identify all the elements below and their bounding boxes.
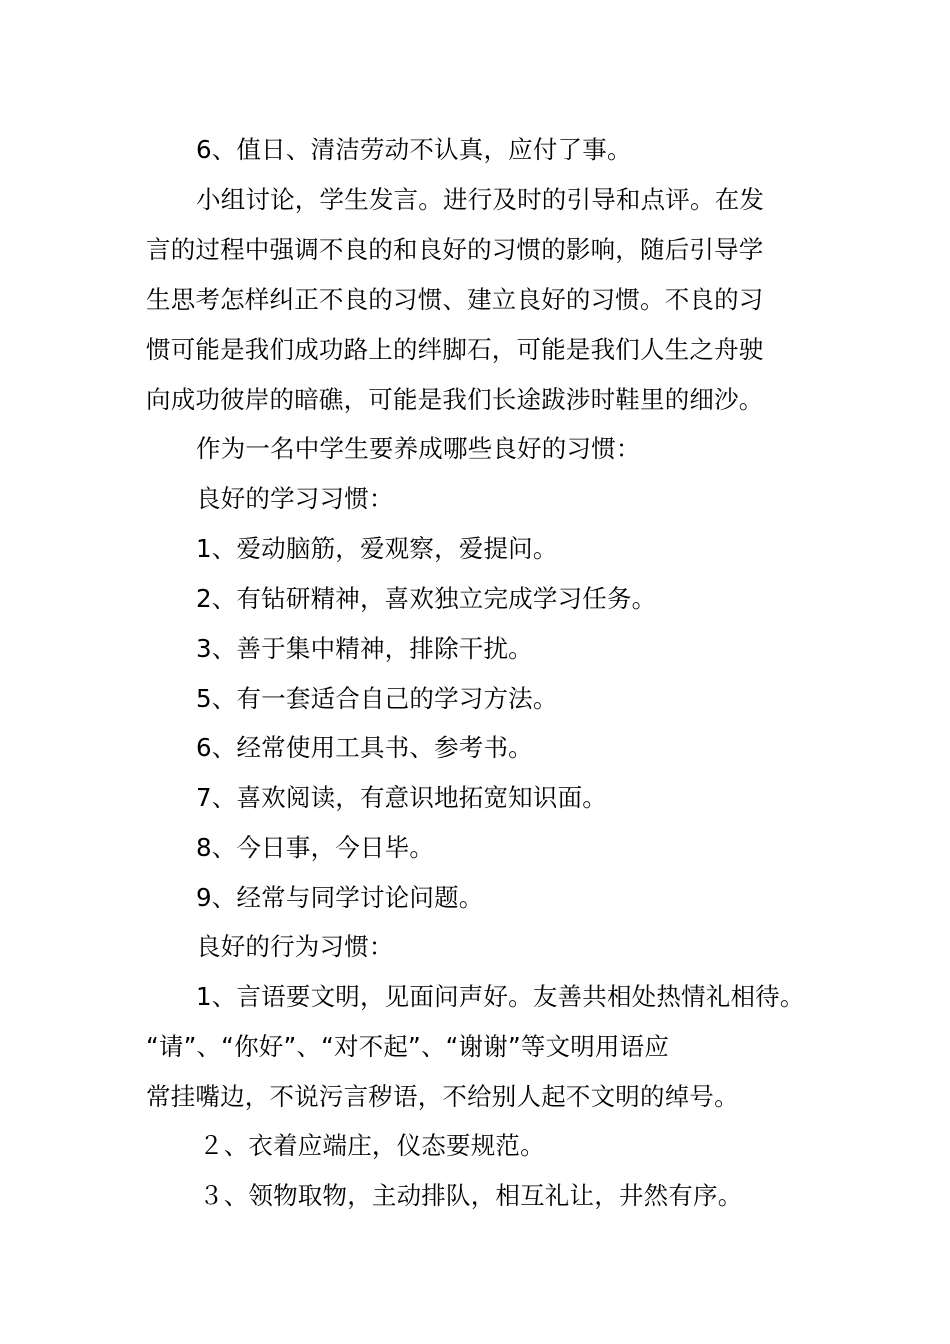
text-line: 言的过程中强调不良的和良好的习惯的影响，随后引导学 xyxy=(146,235,764,264)
text-line: 良好的学习习惯： xyxy=(196,484,394,513)
text-line: 向成功彼岸的暗礁，可能是我们长途跋涉时鞋里的细沙。 xyxy=(146,385,764,414)
list-item: 8、今日事，今日毕。 xyxy=(196,833,435,862)
text-line: 6、值日、清洁劳动不认真，应付了事。 xyxy=(196,135,632,164)
text-line: “请”、“你好”、“对不起”、“谢谢”等文明用语应 xyxy=(146,1032,670,1061)
list-item: 9、经常与同学讨论问题。 xyxy=(196,883,484,912)
text-line: 常挂嘴边，不说污言秽语，不给别人起不文明的绰号。 xyxy=(146,1082,739,1111)
list-item: 7、喜欢阅读，有意识地拓宽知识面。 xyxy=(196,783,607,812)
list-item: 5、有一套适合自己的学习方法。 xyxy=(196,684,558,713)
list-item: ２、衣着应端庄，仪态要规范。 xyxy=(199,1131,545,1160)
text-line: 惯可能是我们成功路上的绊脚石，可能是我们人生之舟驶 xyxy=(146,335,764,364)
list-item: 1、爱动脑筋，爱观察，爱提问。 xyxy=(196,534,558,563)
list-item: 2、有钻研精神，喜欢独立完成学习任务。 xyxy=(196,584,657,613)
text-line: 生思考怎样纠正不良的习惯、建立良好的习惯。不良的习 xyxy=(146,285,764,314)
list-item: 1、言语要文明，见面问声好。友善共相处热情礼相待。 xyxy=(196,982,805,1011)
text-line: 良好的行为习惯： xyxy=(196,932,394,961)
text-line: 小组讨论，学生发言。进行及时的引导和点评。在发 xyxy=(196,185,765,214)
list-item: ３、领物取物，主动排队，相互礼让，井然有序。 xyxy=(199,1181,743,1210)
text-line: 作为一名中学生要养成哪些良好的习惯： xyxy=(196,434,641,463)
list-item: 6、经常使用工具书、参考书。 xyxy=(196,733,533,762)
list-item: 3、善于集中精神，排除干扰。 xyxy=(196,634,533,663)
